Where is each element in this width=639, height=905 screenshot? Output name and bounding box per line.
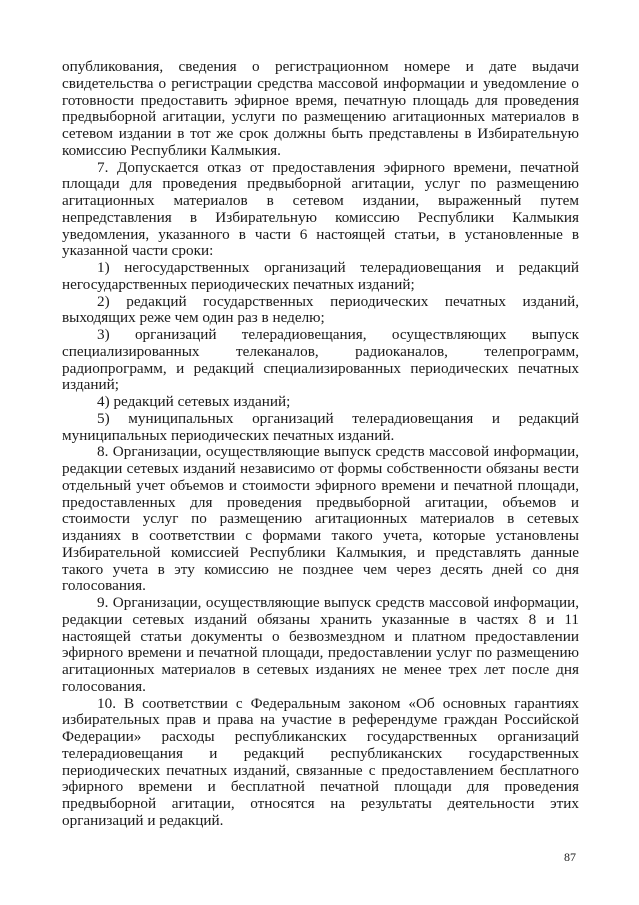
document-body	[62, 59, 579, 830]
paragraph-part-10: 10. В соответствии с Федеральным законом «Об основных гарантиях избирательных прав и права на участие в референдуме граждан Российской Федерации» расходы республиканских государственных организаций телерадиовещания и редакций республиканских государственных периодических печатных изданий, связанные с предоставлением бесплатного эфирного времени и бесплатной печатной площади для проведения предвыборной агитации, относятся на результаты деятельности этих организаций и редакций.	[62, 694, 579, 829]
list-item-4: 4) редакций сетевых изданий;	[97, 393, 291, 410]
list-item-2: 2) редакций государственных периодических печатных изданий, выходящих реже чем один раз в неделю;	[62, 292, 579, 327]
list-item-3: 3) организаций телерадиовещания, осуществляющих выпуск специализированных телеканалов, радиоканалов, телепрограмм, радиопрограмм, и редакций специализированных периодических печатных изданий;	[62, 326, 579, 394]
list-item-1: 1) негосударственных организаций телерадиовещания и редакций негосударственных периодических печатных изданий;	[62, 259, 579, 293]
list-item-5: 5) муниципальных организаций телерадиовещания и редакций муниципальных периодических печатных изданий.	[62, 409, 579, 444]
paragraph-part-8: 8. Организации, осуществляющие выпуск средств массовой информации, редакции сетевых изданий независимо от формы собственности обязаны вести отдельный учет объемов и стоимости эфирного времени и печатной площади, предоставленных для проведения предвыборной агитации, объемов и стоимости услуг по размещению агитационных материалов в сетевых изданиях в соответствии с формами такого учета, которые установлены Избирательной комиссией Республики Калмыкия, и представлять данные такого учета в эту комиссию не позднее чем через десять дней со дня голосования.	[62, 443, 579, 595]
page-number: 87	[564, 850, 576, 864]
paragraph-part-7: 7. Допускается отказ от предоставления эфирного времени, печатной площади для проведения предвыборной агитации, услуг по размещению агитационных материалов в сетевом издании, выраженный путем непредставления в Избирательную комиссию Республики Калмыкия уведомления, указанного в части 6 настоящей статьи, в установленные в указанной части сроки:	[62, 158, 579, 260]
paragraph-continuation: опубликования, сведения о регистрационном номере и дате выдачи свидетельства о регистрации средства массовой информации и уведомление о готовности предоставить эфирное время, печатную площадь для проведения предвыборной агитации, услуги по размещению агитационных материалов в сетевом издании в тот же срок должны быть представлены в Избирательную комиссию Республики Калмыкия.	[62, 58, 579, 159]
paragraph-part-9: 9. Организации, осуществляющие выпуск средств массовой информации, редакции сетевых изданий обязаны хранить указанные в частях 8 и 11 настоящей статьи документы о безвозмездном и платном предоставлении эфирного времени и печатной площади, предоставлении услуг по размещению агитационных материалов в сетевых изданиях не менее трех лет после дня голосования.	[62, 594, 579, 695]
